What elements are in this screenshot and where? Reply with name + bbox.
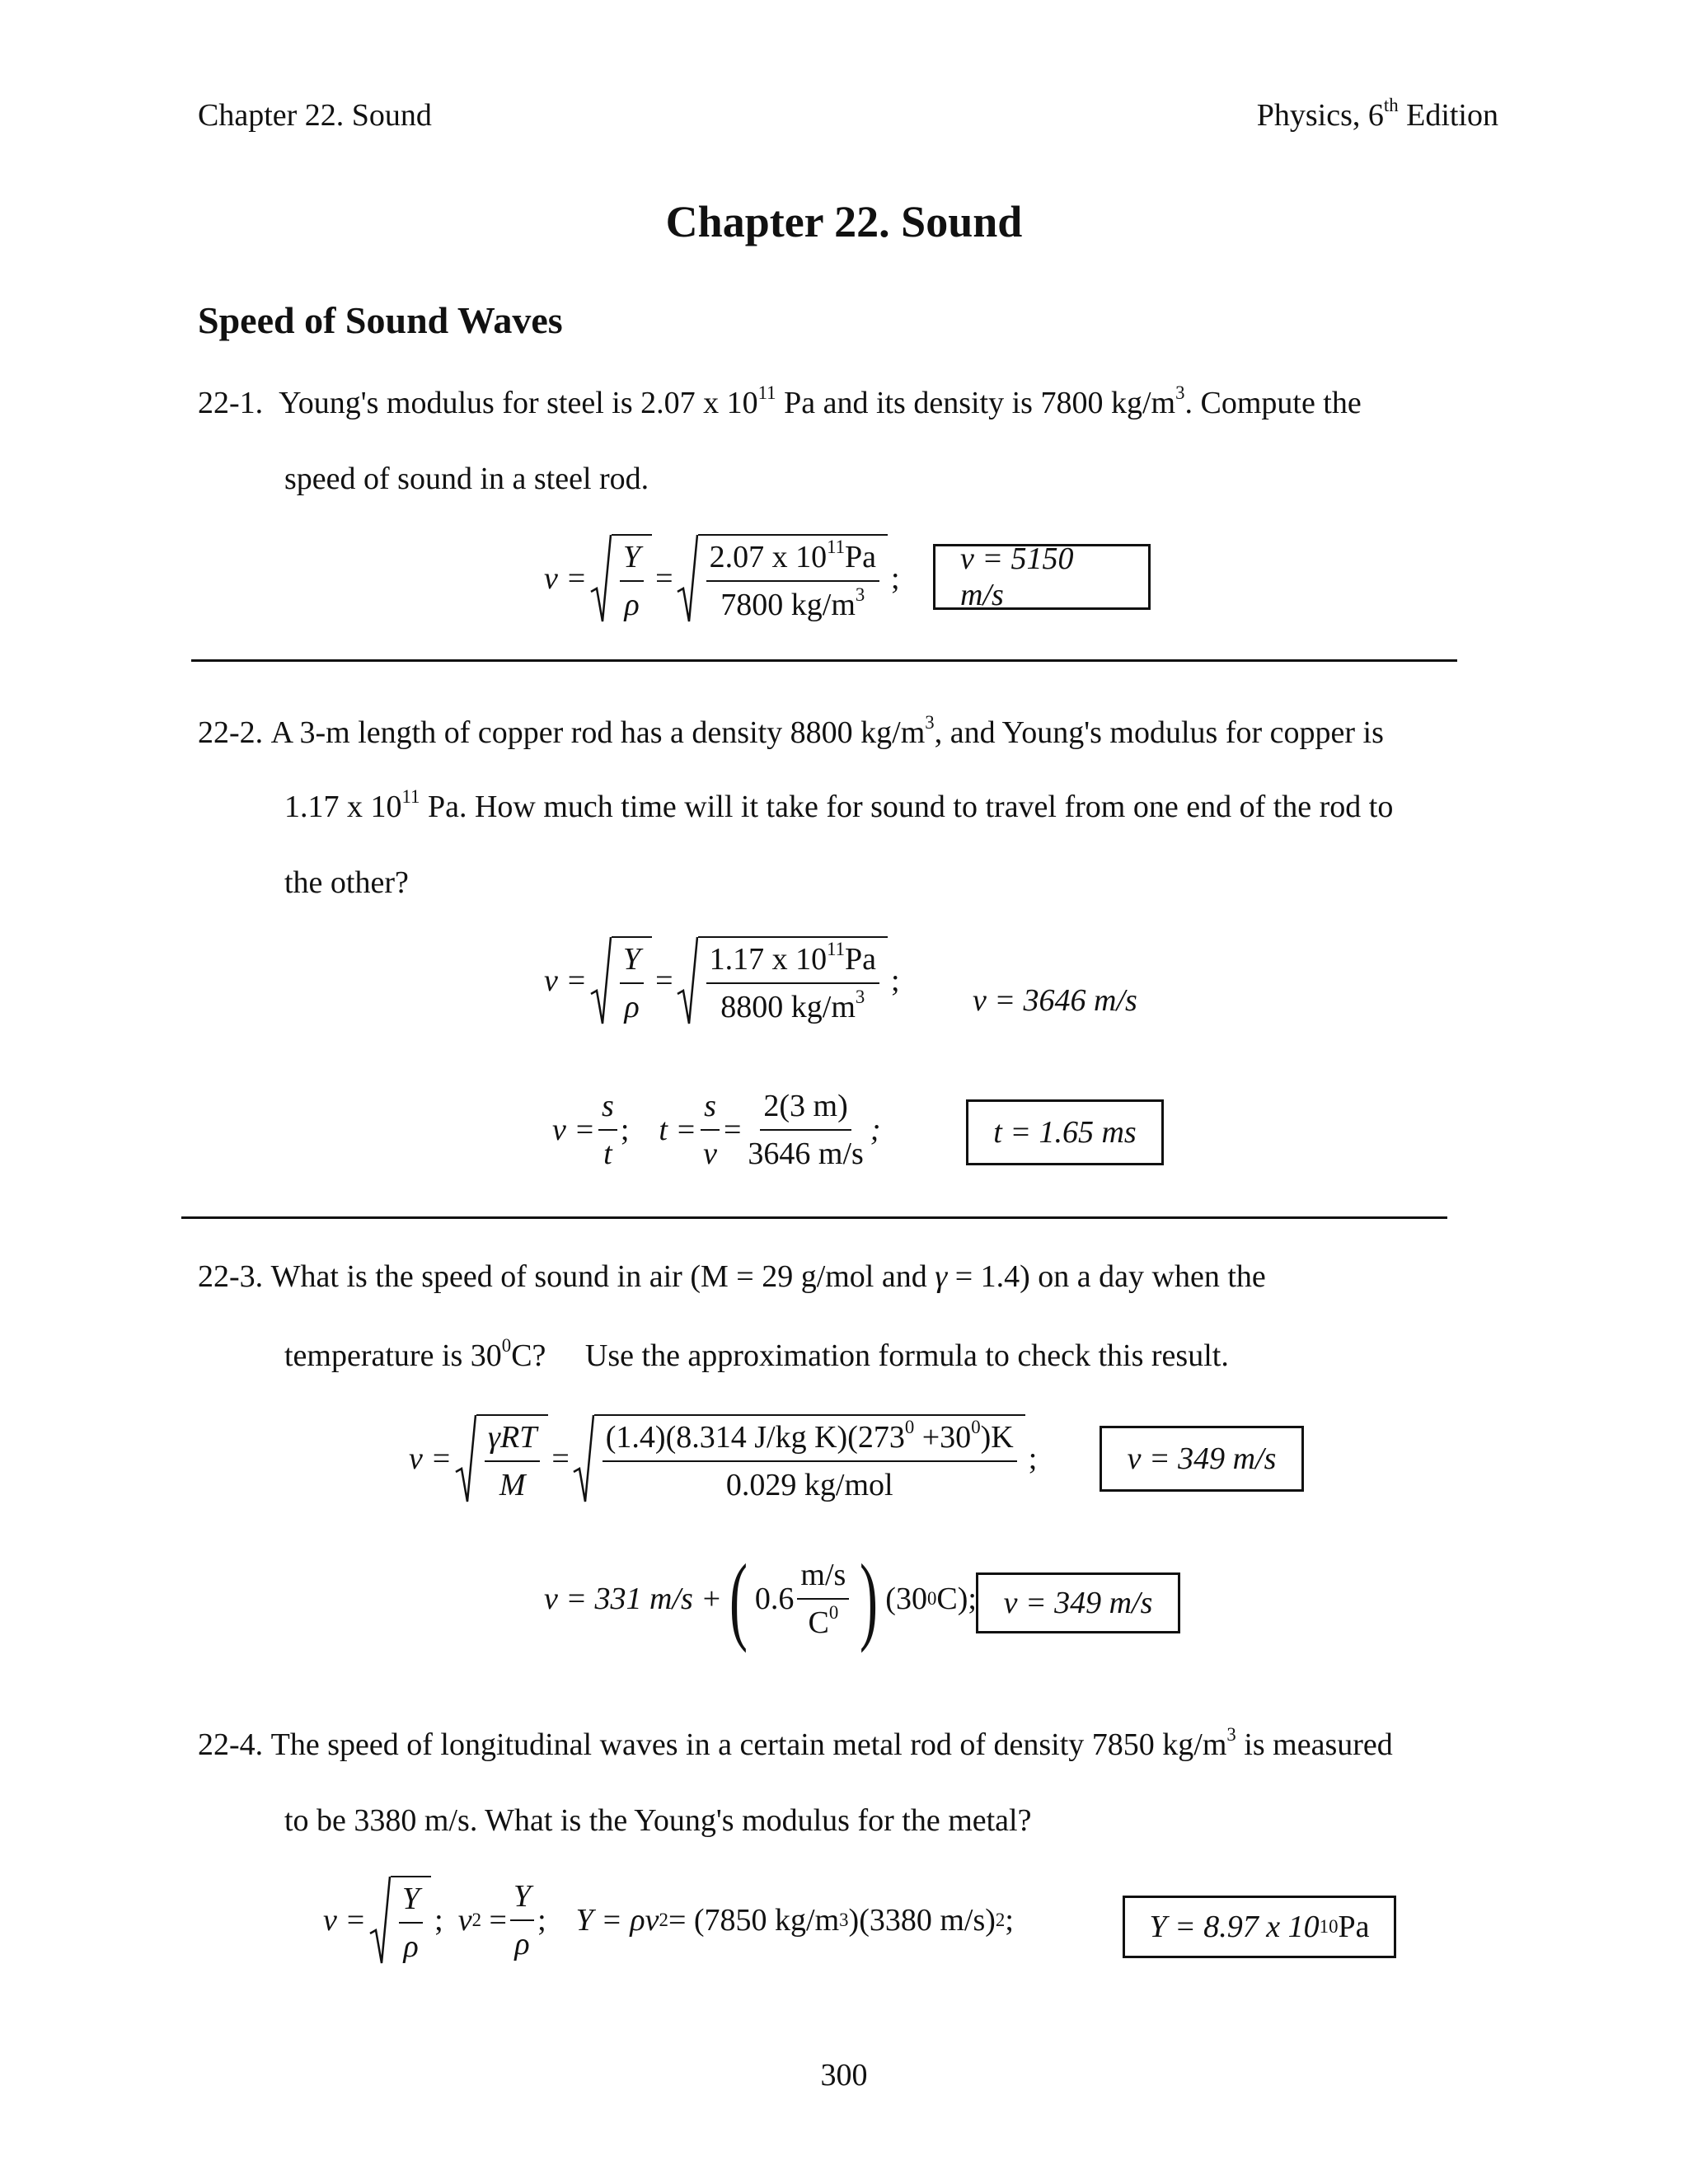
answer-box-22-2: t = 1.65 ms: [966, 1099, 1164, 1165]
sqrt-sign: $\frac{(1.4)(8.314 J/kg K)(273^0 +30^0)K}{\text{0.029 kg/mol}}$: [573, 1414, 1025, 1503]
equation-22-3-a: v = $\frac{\text{γRT}}{M}$ = $\frac{(1.4)(8.314 J/kg K)(273^0 +30^0)K}{\text{0.029 kg/mol}}$ ;: [409, 1414, 1037, 1503]
problem-22-2-text-3: the other?: [284, 865, 409, 900]
running-header-left: Chapter 22. Sound: [198, 98, 432, 133]
sqrt-sign: $\frac{\text{γRT}}{M}$: [455, 1414, 548, 1503]
problem-22-3-text-2: temperature is $30^0C$? Use the approximation formula to check this result.: [284, 1334, 1229, 1373]
answer-box-22-3-a: v = 349 m/s: [1100, 1426, 1304, 1492]
sqrt-sign: $\frac{2.07 x 10^{11}Pa}{7800 kg/m^3}$: [677, 534, 888, 623]
problem-22-4-text-2: to be 3380 m/s. What is the Young's modulus for the metal?: [284, 1803, 1032, 1838]
sqrt-sign: $\frac{1.17 x 10^{11}Pa}{8800 kg/m^3}$: [677, 936, 888, 1025]
right-paren: ): [860, 1544, 879, 1653]
problem-22-1-text: 22-1. Young's modulus for steel is 2.07 x $10^{11}$ Pa and its density is 7800 $kg/m^3$. Compute the: [198, 382, 1362, 420]
sqrt-sign: $\frac{Y}{\rho}$: [590, 936, 652, 1025]
answer-box-22-1: v = 5150 m/s: [933, 544, 1151, 610]
sqrt-sign: $\frac{Y}{\rho}$: [590, 534, 652, 623]
problem-22-4-text: 22-4. The speed of longitudinal waves in a certain metal rod of density 7850 $kg/m^3$ is measured: [198, 1723, 1393, 1762]
equation-22-2-b: v = $\frac{s}{t}$ ; t = $\frac{s}{v}$ = $\frac{2(3 m)}{3646 m/s}$ ;: [552, 1089, 881, 1171]
running-header-right: Physics, 6th Edition: [1256, 94, 1498, 133]
divider: [181, 1216, 1447, 1219]
equation-22-3-b: v = 331 m/s + ( 0.6 $\frac{m/s}{C^0}$ ) (30 0 C);: [544, 1544, 977, 1653]
result-v-22-2: v = 3646 m/s: [973, 983, 1137, 1018]
problem-22-1-text-2: speed of sound in a steel rod.: [284, 462, 649, 496]
equation-22-1: v = $\frac{Y}{\rho}$ = $\frac{2.07 x 10^{11}Pa}{7800 kg/m^3}$ ;: [544, 534, 900, 623]
problem-22-2-text: 22-2. A 3-m length of copper rod has a density 8800 $kg/m^3$, and Young's modulus for copper is: [198, 711, 1384, 750]
section-heading: Speed of Sound Waves: [198, 299, 563, 341]
divider: [191, 659, 1457, 662]
left-paren: (: [729, 1544, 748, 1653]
equation-22-4: v = $\frac{Y}{\rho}$ ; v 2 = $\frac{Y}{\rho}$ ; Y = ρv 2 = (7850 kg/m 3 )(3380 m/s) 2 ;: [323, 1876, 1014, 1965]
problem-22-2-text-2: 1.17 x $10^{11}$ Pa. How much time will it take for sound to travel from one end of the rod to: [284, 785, 1394, 824]
answer-box-22-3-b: v = 349 m/s: [976, 1572, 1180, 1633]
page-number: 300: [820, 2058, 868, 2093]
sqrt-sign: $\frac{Y}{\rho}$: [369, 1876, 431, 1965]
chapter-title: Chapter 22. Sound: [665, 197, 1023, 246]
problem-22-3-text: 22-3. What is the speed of sound in air (M = 29 g/mol and γ = 1.4) on a day when the: [198, 1259, 1266, 1294]
answer-box-22-4: Y = 8.97 x 10 10 Pa: [1123, 1896, 1396, 1958]
equation-22-2-a: v = $\frac{Y}{\rho}$ = $\frac{1.17 x 10^{11}Pa}{8800 kg/m^3}$ ;: [544, 936, 900, 1025]
